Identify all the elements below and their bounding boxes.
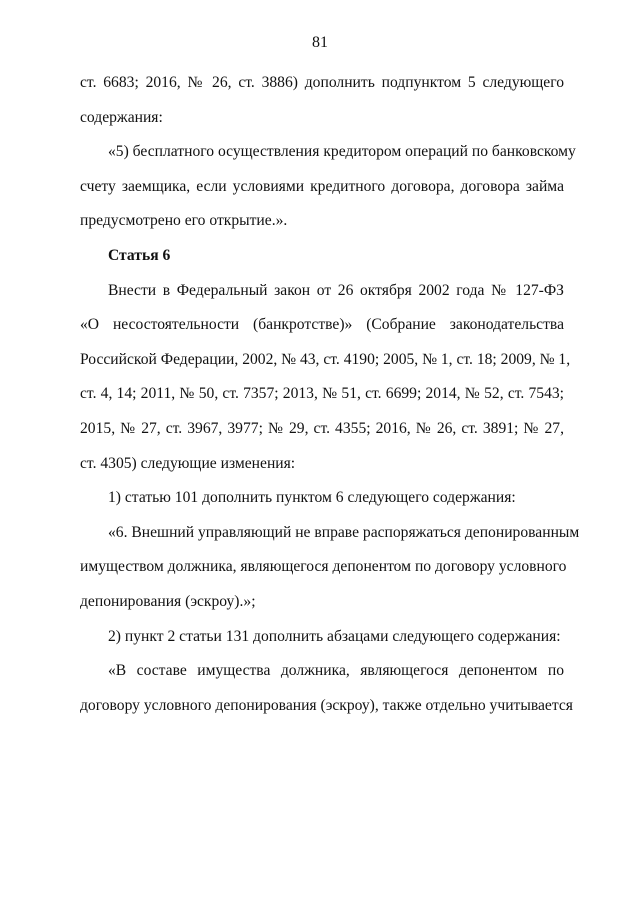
paragraph-line: 1) статью 101 дополнить пунктом 6 следующего содержания: xyxy=(108,489,516,507)
paragraph-line: «5) бесплатного осуществления кредитором операций по банковскому xyxy=(108,143,576,161)
paragraph-line: депонирования (эскроу).»; xyxy=(80,592,256,610)
paragraph-line: Внести в Федеральный закон от 26 октября 2002 года № 127-ФЗ xyxy=(108,281,564,299)
paragraph-line: ст. 4305) следующие изменения: xyxy=(80,454,296,472)
article-heading: Статья 6 xyxy=(108,246,171,264)
paragraph-line: счету заемщика, если условиями кредитного договора, договора займа xyxy=(80,177,564,195)
paragraph-line: 2) пункт 2 статьи 131 дополнить абзацами следующего содержания: xyxy=(108,627,561,645)
paragraph-line: «О несостоятельности (банкротстве)» (Собрание законодательства xyxy=(80,316,564,334)
paragraph-line: «В составе имущества должника, являющегося депонентом по xyxy=(108,662,564,680)
paragraph-line: содержания: xyxy=(80,108,163,126)
paragraph-line: предусмотрено его открытие.». xyxy=(80,212,288,230)
paragraph-line: 2015, № 27, ст. 3967, 3977; № 29, ст. 4355; 2016, № 26, ст. 3891; № 27, xyxy=(80,419,564,437)
paragraph-line: имуществом должника, являющегося депонентом по договору условного xyxy=(80,558,567,576)
paragraph-line: ст. 4, 14; 2011, № 50, ст. 7357; 2013, № 51, ст. 6699; 2014, № 52, ст. 7543; xyxy=(80,385,564,403)
paragraph-line: ст. 6683; 2016, № 26, ст. 3886) дополнить подпунктом 5 следующего xyxy=(80,74,564,91)
document-body xyxy=(80,66,580,723)
paragraph-line: договору условного депонирования (эскроу), также отдельно учитывается xyxy=(80,696,573,714)
page-number: 81 xyxy=(312,34,328,51)
paragraph-line: «6. Внешний управляющий не вправе распоряжаться депонированным xyxy=(108,523,580,541)
paragraph-line: Российской Федерации, 2002, № 43, ст. 4190; 2005, № 1, ст. 18; 2009, № 1, xyxy=(80,350,571,368)
